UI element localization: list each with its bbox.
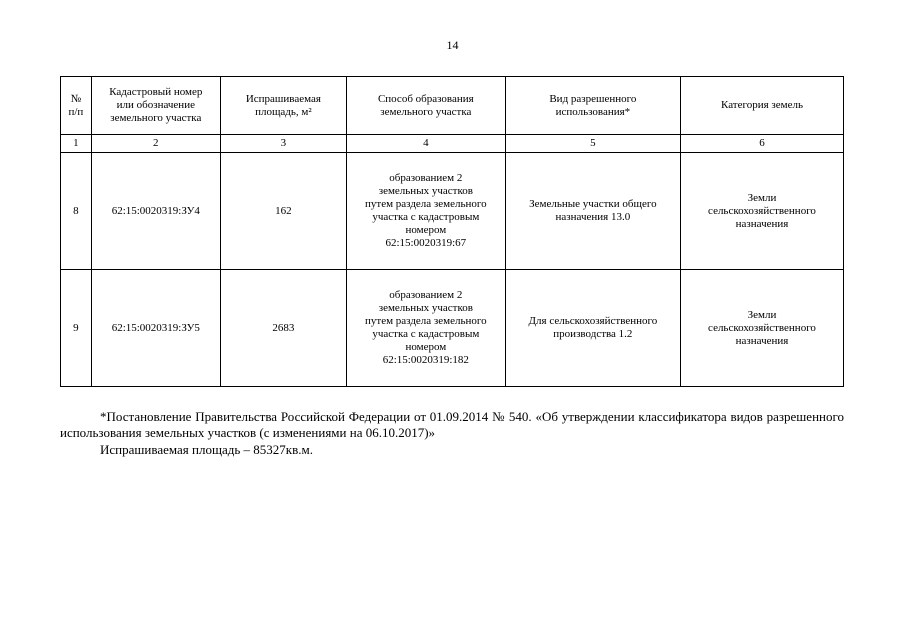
- column-number: 2: [91, 135, 220, 153]
- page-number: 14: [446, 38, 459, 52]
- column-number-row: [61, 135, 844, 153]
- column-number: 4: [346, 135, 505, 153]
- cadastral-number: 62:15:0020319:ЗУ5: [91, 270, 220, 387]
- table-row: [61, 153, 844, 270]
- column-number: 1: [61, 135, 92, 153]
- row-number: 8: [61, 153, 92, 270]
- header-area: Испрашиваемая площадь, м²: [220, 77, 346, 135]
- header-number: № п/п: [61, 77, 92, 135]
- formation-method: образованием 2 земельных участков путем раздела земельного участка с кадастровым номером 62:15:0020319:182: [346, 270, 505, 387]
- header-category: Категория земель: [681, 77, 844, 135]
- table-header-row: [61, 77, 844, 135]
- header-method: Способ образования земельного участка: [346, 77, 505, 135]
- plot-area: 2683: [220, 270, 346, 387]
- column-number: 5: [505, 135, 680, 153]
- land-category: Земли сельскохозяйственного назначения: [681, 153, 844, 270]
- column-number: 6: [681, 135, 844, 153]
- column-number: 3: [220, 135, 346, 153]
- footnote: *Постановление Правительства Российской Федерации от 01.09.2014 № 540. «Об утверждении классификатора видов разрешенного использования земельных участков (с изменениями на 06.10.2017)»: [60, 409, 844, 440]
- permitted-use: Земельные участки общего назначения 13.0: [505, 153, 680, 270]
- cadastral-number: 62:15:0020319:ЗУ4: [91, 153, 220, 270]
- header-use: Вид разрешенного использования*: [505, 77, 680, 135]
- land-category: Земли сельскохозяйственного назначения: [681, 270, 844, 387]
- total-area: Испрашиваемая площадь – 85327кв.м.: [100, 442, 313, 457]
- table-row: [61, 270, 844, 387]
- plot-area: 162: [220, 153, 346, 270]
- land-plots-table: [60, 76, 844, 387]
- header-cadastral: Кадастровый номер или обозначение земельного участка: [91, 77, 220, 135]
- permitted-use: Для сельскохозяйственного производства 1.2: [505, 270, 680, 387]
- formation-method: образованием 2 земельных участков путем раздела земельного участка с кадастровым номером 62:15:0020319:67: [346, 153, 505, 270]
- row-number: 9: [61, 270, 92, 387]
